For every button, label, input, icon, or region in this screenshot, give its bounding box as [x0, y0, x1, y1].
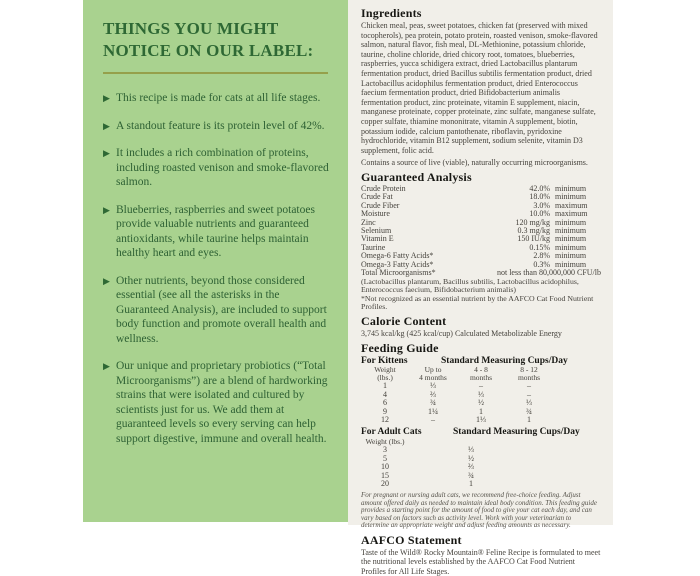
nutrient-value: 120 mg/kg	[515, 217, 550, 227]
nutrient-qualifier: minimum	[555, 234, 587, 244]
kittens-units-label: Standard Measuring Cups/Day	[441, 355, 568, 366]
asterisk-footnote: *Not recognized as an essential nutrient by the AAFCO Cat Food Nutrient Profiles.	[361, 293, 594, 312]
title-divider	[103, 72, 328, 74]
callout-text: Blueberries, raspberries and sweet potatoes provide valuable nutrients and guaranteed antioxidants, while taurine helps maintain healthy heart and eyes.	[116, 203, 315, 259]
ingredients-text: Chicken meal, peas, sweet potatoes, chicken fat (preserved with mixed tocopherols), pea protein, potato protein, roasted venison, smoke-flavored salmon, natural flavor, fish meal, DL-Methionine, potassium chloride, taurine, choline chloride, dried chicory root, tomatoes, blueberries, raspberries, yucca schidigera extract, dried Lactobacillus plantarum fermentation product, dried Bacillus subtilis fermentation product, dried Lactobacillus acidophilus fermentation product, dried Enterococcus faecium fermentation product, dried Bifidobacterium animalis fermentation product, zinc proteinate, vitamin E supplement, niacin, manganese proteinate, copper proteinate, zinc sulfate, manganese sulfate, copper sulfate, thiamine mononitrate, vitamin A supplement, biotin, potassium iodide, calcium pantothenate, riboflavin, pyridoxine hydrochloride, vitamin B12 supplement, sodium selenite, vitamin D3 supplement, folic acid.	[361, 21, 598, 155]
bullet-arrow-icon: ▶	[103, 93, 110, 103]
nutrient-qualifier: minimum	[555, 225, 587, 235]
nutrient-label: Crude Protein	[361, 183, 406, 193]
nutrient-value: 0.15%	[529, 242, 550, 252]
adult-cats-table-title	[361, 427, 601, 438]
nutrition-info-panel	[348, 0, 613, 576]
nutrient-value: 0.3%	[533, 259, 550, 269]
list-item	[103, 359, 330, 446]
table-cell: ⅔	[468, 462, 474, 472]
nutrient-label: Zinc	[361, 217, 376, 227]
nutrient-qualifier: minimum	[555, 192, 587, 202]
table-cell: 12	[381, 415, 389, 425]
nutrient-value: 0.3 mg/kg	[517, 225, 550, 235]
nutrient-qualifier: minimum	[555, 217, 587, 227]
adult-cats-label: For Adult Cats	[361, 427, 422, 437]
table-cell: 1⅓	[476, 415, 486, 425]
nutrient-qualifier: minimum	[555, 242, 587, 252]
table-cell: –	[479, 381, 483, 391]
column-header: 4 - 8 months	[469, 365, 493, 383]
nutrient-label: Omega-6 Fatty Acids*	[361, 251, 434, 261]
kittens-label: For Kittens	[361, 355, 408, 366]
nutrient-qualifier: minimum	[555, 183, 587, 193]
guaranteed-analysis-table	[361, 185, 601, 312]
callout-text: Other nutrients, beyond those considered essential (see all the asterisks in the Guaranteed Analysis), are included to support body function and promote overall health and wellness.	[116, 274, 327, 345]
table-cell: 15	[381, 470, 389, 480]
nutrient-qualifier: maximum	[555, 200, 588, 210]
aafco-statement-text: Taste of the Wild® Rocky Mountain® Feline Recipe is formulated to meet the nutritional levels established by the AAFCO Cat Food Nutrient Profiles for All Life Stages.	[361, 547, 601, 576]
table-cell: 1	[383, 381, 387, 391]
column-header: Weight (lbs.)	[365, 436, 405, 446]
nutrient-value: 2.8%	[533, 251, 550, 261]
table-cell: 10	[381, 462, 389, 472]
table-cell: 5	[383, 453, 387, 463]
nutrient-label: Taurine	[361, 242, 386, 252]
kittens-table-header	[361, 366, 601, 382]
table-cell: ⅓	[526, 398, 532, 408]
label-callouts-panel	[83, 0, 348, 522]
nutrient-value: 150 IU/kg	[517, 234, 550, 244]
nutrient-qualifier: minimum	[555, 259, 587, 269]
list-item	[103, 146, 330, 190]
column-header: Weight (lbs.)	[374, 365, 396, 383]
table-cell: –	[431, 415, 435, 425]
nutrient-qualifier: minimum	[555, 251, 587, 261]
column-header: 8 - 12 months	[517, 365, 541, 383]
feeding-guide-note: For pregnant or nursing adult cats, we recommend free-choice feeding. Adjust amount offered daily as needed to maintain ideal body condition. This feeding guide provides a starting point for the amount of food to give your cat each day, and can vary based on factors such as activity level. Work with your veterinarian to determine an appropriate weight and adjust feeding amounts as necessary.	[361, 490, 597, 530]
table-cell: 1	[479, 406, 483, 416]
live-microorganisms-note: Contains a source of live (viable), naturally occurring microorganisms.	[361, 158, 588, 168]
table-cell: 1	[527, 415, 531, 425]
bullet-arrow-icon: ▶	[103, 148, 110, 158]
callout-text: A standout feature is its protein level of 42%.	[116, 119, 325, 132]
feeding-guide-heading: Feeding Guide	[361, 340, 439, 355]
table-cell: ½	[478, 398, 484, 408]
table-cell: –	[527, 381, 531, 391]
nutrient-label: Total Microorganisms*	[361, 267, 436, 277]
callout-text: Our unique and proprietary probiotics (“Total Microorganisms”) are a blend of hardworking strains that were isolated and cultured by scientists just for us. We add them at guaranteed levels so every serving can help support digestive, immune and overall health.	[116, 360, 328, 445]
adult-cats-table-body	[361, 446, 601, 489]
callouts-title: THINGS YOU MIGHT NOTICE ON OUR LABEL:	[103, 19, 314, 60]
table-cell: ⅔	[430, 389, 436, 399]
table-cell: ⅓	[478, 389, 484, 399]
bullet-arrow-icon: ▶	[103, 120, 110, 131]
callout-text: This recipe is made for cats at all life stages.	[116, 92, 321, 104]
nutrient-value: 18.0%	[529, 192, 550, 202]
table-cell: 1¼	[428, 406, 438, 416]
calorie-content-text: 3,745 kcal/kg (425 kcal/cup) Calculated Metabolizable Energy	[361, 328, 562, 338]
nutrient-label: Moisture	[361, 209, 390, 219]
column-header: Up to 4 months	[419, 365, 447, 383]
table-cell: 6	[383, 398, 387, 408]
nutrient-qualifier: maximum	[555, 209, 588, 219]
bullet-arrow-icon: ▶	[103, 204, 110, 215]
nutrient-label: Crude Fiber	[361, 200, 400, 210]
guaranteed-analysis-heading: Guaranteed Analysis	[361, 169, 472, 184]
table-cell: ⅓	[468, 445, 474, 454]
list-item	[103, 274, 330, 347]
list-item	[103, 91, 330, 106]
list-item	[103, 119, 330, 134]
table-cell: ¾	[430, 398, 436, 408]
calorie-content-heading: Calorie Content	[361, 313, 447, 328]
table-cell: ⅓	[430, 381, 436, 391]
ingredients-heading: Ingredients	[361, 6, 422, 20]
nutrient-value: 3.0%	[533, 200, 550, 210]
nutrient-value: not less than 80,000,000 CFU/lb	[496, 267, 601, 277]
table-cell: ¾	[526, 406, 532, 416]
nutrient-label: Vitamin E	[361, 234, 394, 244]
aafco-statement-heading: AAFCO Statement	[361, 532, 462, 547]
table-cell: 3	[383, 445, 387, 454]
nutrient-label: Selenium	[361, 225, 392, 235]
bullet-arrow-icon: ▶	[103, 361, 110, 371]
nutrient-value: 42.0%	[529, 183, 550, 193]
callout-text: It includes a rich combination of proteins, including roasted venison and smoke-flavored salmon.	[116, 147, 329, 188]
table-cell: ¾	[468, 470, 474, 480]
adult-cats-units-label: Standard Measuring Cups/Day	[453, 427, 580, 437]
microorganisms-species-list: (Lactobacillus plantarum, Bacillus subtilis, Lactobacillus acidophilus, Enterococcus faecium, Bifidobacterium animalis)	[361, 276, 579, 295]
nutrient-label: Omega-3 Fatty Acids*	[361, 259, 434, 269]
table-cell: 9	[383, 406, 387, 416]
table-cell: 20	[381, 479, 389, 489]
bullet-arrow-icon: ▶	[103, 275, 110, 286]
kittens-table-body	[361, 382, 601, 425]
nutrient-label: Crude Fat	[361, 192, 393, 202]
callouts-list	[103, 91, 330, 446]
table-cell: 1	[469, 479, 473, 489]
list-item	[103, 203, 330, 261]
table-cell: 4	[383, 389, 387, 399]
table-cell: ½	[468, 453, 474, 463]
adult-cats-table-header	[361, 438, 601, 447]
nutrient-value: 10.0%	[529, 209, 550, 219]
table-cell: –	[527, 389, 531, 399]
